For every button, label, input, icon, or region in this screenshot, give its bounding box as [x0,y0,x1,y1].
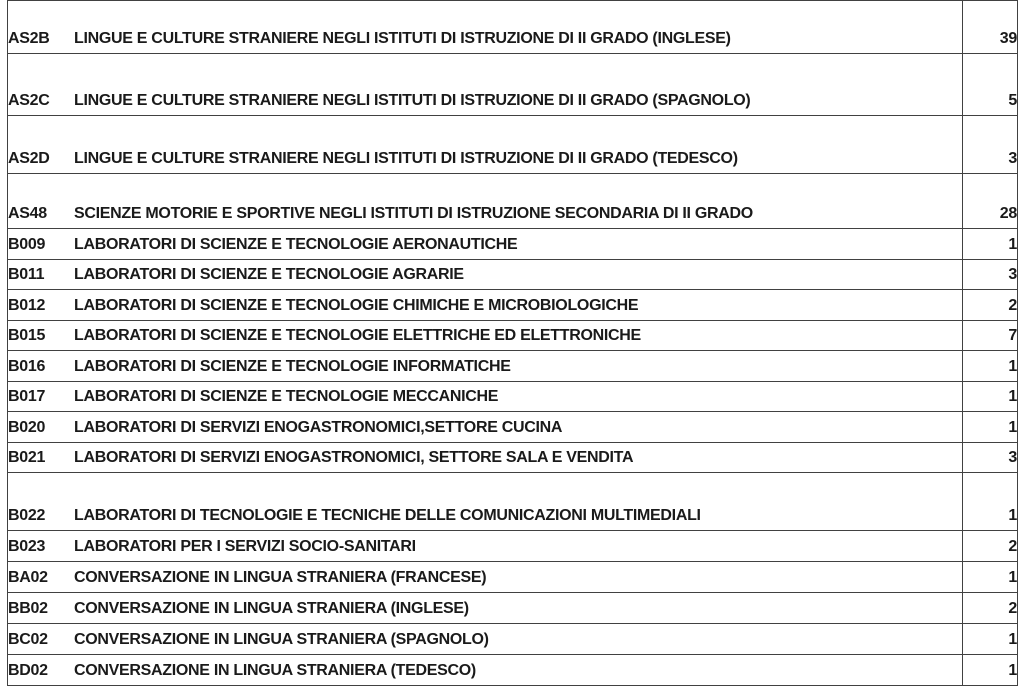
subject-cell [8,473,963,531]
subject-description: LABORATORI DI SCIENZE E TECNOLOGIE ELETTRICHE ED ELETTRONICHE [74,327,641,345]
subject-cell [8,593,963,624]
subject-cell [8,531,963,562]
subject-count: 2 [963,531,1018,562]
subject-count: 3 [963,116,1018,174]
subject-code: B011 [8,266,45,284]
table-row [8,116,1018,174]
subject-count: 39 [963,1,1018,54]
subject-cell [8,443,963,473]
subject-cell [8,260,963,290]
table-row [8,290,1018,321]
subject-cell [8,1,963,54]
table-row [8,260,1018,290]
table-row [8,655,1018,686]
table-row [8,1,1018,54]
subject-description: CONVERSAZIONE IN LINGUA STRANIERA (SPAGNOLO) [74,631,489,649]
subject-code: BC02 [8,631,48,649]
subject-count: 1 [963,351,1018,382]
subject-count: 7 [963,321,1018,351]
table-row [8,382,1018,412]
subject-count: 3 [963,260,1018,290]
subject-cell [8,351,963,382]
subject-description: LABORATORI DI SERVIZI ENOGASTRONOMICI, SETTORE SALA E VENDITA [74,449,634,467]
subject-cell [8,54,963,116]
subject-code: B022 [8,507,46,525]
table-row [8,624,1018,655]
subject-code: AS48 [8,205,47,223]
subject-count: 1 [963,562,1018,593]
subject-count: 3 [963,443,1018,473]
subject-count: 1 [963,229,1018,260]
subject-cell [8,655,963,686]
subject-code: B015 [8,327,46,345]
subject-code: B023 [8,538,46,556]
subject-cell [8,174,963,229]
subject-cell [8,624,963,655]
table-row [8,351,1018,382]
table-row [8,174,1018,229]
subject-code: B017 [8,388,46,406]
subject-description: LABORATORI DI SCIENZE E TECNOLOGIE CHIMICHE E MICROBIOLOGICHE [74,297,639,315]
subject-cell [8,562,963,593]
subject-description: LABORATORI DI TECNOLOGIE E TECNICHE DELLE COMUNICAZIONI MULTIMEDIALI [74,507,701,525]
subject-description: LINGUE E CULTURE STRANIERE NEGLI ISTITUTI DI ISTRUZIONE DI II GRADO (TEDESCO) [74,150,738,168]
subject-description: CONVERSAZIONE IN LINGUA STRANIERA (FRANCESE) [74,569,487,587]
subject-cell [8,229,963,260]
table-row [8,54,1018,116]
subject-count: 2 [963,593,1018,624]
subject-code: B012 [8,297,46,315]
subject-description: CONVERSAZIONE IN LINGUA STRANIERA (INGLESE) [74,600,469,618]
subject-code: BD02 [8,662,48,680]
subject-cell [8,412,963,443]
subject-description: LABORATORI DI SCIENZE E TECNOLOGIE MECCANICHE [74,388,499,406]
table-row [8,531,1018,562]
subject-code: AS2D [8,150,50,168]
subject-count: 2 [963,290,1018,321]
subject-table-body [8,1,1018,686]
subject-count: 1 [963,624,1018,655]
table-row [8,562,1018,593]
subject-count: 1 [963,412,1018,443]
subject-code: B016 [8,358,46,376]
subject-code: B020 [8,419,46,437]
subject-count: 1 [963,655,1018,686]
subject-count: 5 [963,54,1018,116]
table-row [8,443,1018,473]
subject-count: 1 [963,473,1018,531]
subject-code: AS2C [8,92,50,110]
subject-description: LABORATORI DI SCIENZE E TECNOLOGIE AGRARIE [74,266,464,284]
subject-description: LABORATORI PER I SERVIZI SOCIO-SANITARI [74,538,416,556]
table-row [8,229,1018,260]
table-row [8,412,1018,443]
subject-code: BB02 [8,600,48,618]
subject-description: SCIENZE MOTORIE E SPORTIVE NEGLI ISTITUTI DI ISTRUZIONE SECONDARIA DI II GRADO [74,205,753,223]
subject-cell [8,290,963,321]
subject-description: LABORATORI DI SCIENZE E TECNOLOGIE AERONAUTICHE [74,236,518,254]
table-row [8,593,1018,624]
subject-description: CONVERSAZIONE IN LINGUA STRANIERA (TEDESCO) [74,662,476,680]
subject-description: LABORATORI DI SCIENZE E TECNOLOGIE INFORMATICHE [74,358,511,376]
subject-code: AS2B [8,30,50,48]
subject-code: B021 [8,449,46,467]
subject-code: B009 [8,236,46,254]
subject-cell [8,116,963,174]
subject-cell [8,382,963,412]
subject-code: BA02 [8,569,48,587]
subject-count-table [7,0,1018,686]
table-row [8,321,1018,351]
subject-description: LINGUE E CULTURE STRANIERE NEGLI ISTITUTI DI ISTRUZIONE DI II GRADO (SPAGNOLO) [74,92,751,110]
subject-count: 28 [963,174,1018,229]
subject-description: LINGUE E CULTURE STRANIERE NEGLI ISTITUTI DI ISTRUZIONE DI II GRADO (INGLESE) [74,30,731,48]
table-row [8,473,1018,531]
subject-count: 1 [963,382,1018,412]
subject-cell [8,321,963,351]
subject-description: LABORATORI DI SERVIZI ENOGASTRONOMICI,SETTORE CUCINA [74,419,563,437]
